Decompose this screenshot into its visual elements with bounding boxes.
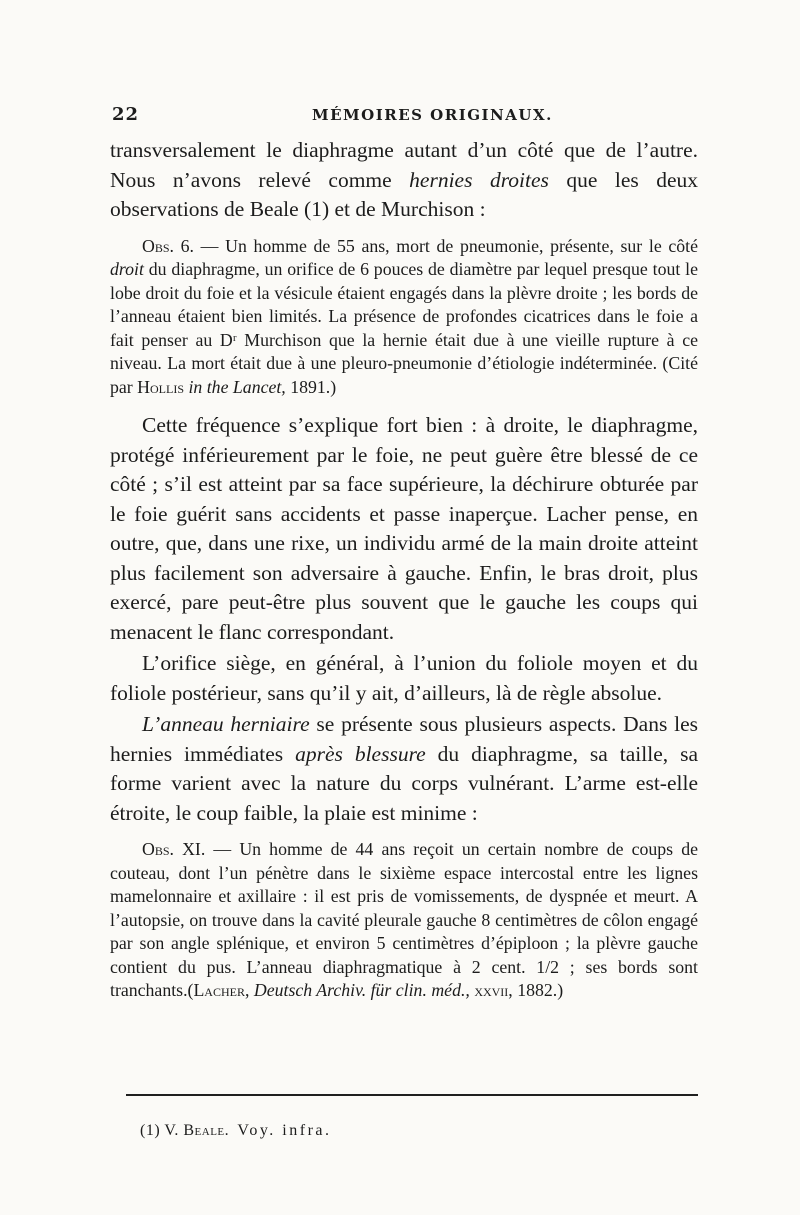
- text-run: que les deux observations de Beale (1) et de Murchison :: [110, 167, 699, 221]
- body-text: [110, 136, 698, 1003]
- paragraph-orifice: L’orifice siège, en général, à l’union du foliole moyen et du foliole postérieur, sans qu’il y ait, d’ailleurs, là de règle absolue.: [110, 651, 698, 705]
- footnote-text: . Voy. infra.: [224, 1122, 332, 1139]
- footnote-author: Beale: [183, 1122, 225, 1139]
- running-head: [112, 104, 692, 134]
- text-run: se présente sous plusieurs aspects. Dans les hernies immédiates: [110, 712, 698, 766]
- observation-11: [110, 838, 698, 1003]
- italic-run: in the Lancet,: [188, 376, 286, 397]
- header-title: MÉMOIRES ORIGINAUX.: [312, 106, 553, 124]
- paragraph-frequency: Cette fréquence s’explique fort bien : à droite, le diaphragme, protégé inférieurement par le foie, ne peut guère être blessé de ce côté ; s’il est atteint par sa face supérieure, la déchirure obturée par le foie guérit sans accidents et passe inaperçue. Lacher pense, en outre, que, dans une rixe, un individu armé de la main droite atteint plus facilement son adversaire à gauche. Enfin, le bras droit, plus exercé, pare peut-être plus souvent que le gauche les coups qui menacent le flanc correspondant.: [110, 413, 698, 644]
- italic-run: après blessure: [295, 741, 426, 766]
- italic-run: droit: [110, 259, 144, 279]
- observation-6: [110, 235, 698, 400]
- text-run: XI. — Un homme de 44 ans reçoit un certain nombre de coups de couteau, dont l’un pénètre dans le sixième espace intercostal entre les lignes mamelonnaire et axillaire : il est pris de vomissements, de dyspnée et meurt. A l’autopsie, on trouve dans la cavité pleurale gauche 8 centimètres de côlon engagé par son angle splénique, et environ 5 centimètres d’épiploon ; la plèvre gauche contient du pus. L’anneau diaphragmatique à 2 cent. 1/2 ; ses bords sont tranchants.(: [110, 839, 698, 1000]
- text-run: 1891.): [290, 376, 337, 397]
- text-run: du diaphragme, sa taille, sa forme varient avec la nature du corps vulnérant. L’arme est-elle étroite, le coup faible, la plaie est minime :: [110, 741, 698, 825]
- italic-run: hernies droites: [409, 167, 549, 192]
- text-run: 6. — Un homme de 55 ans, mort de pneumonie, présente, sur le côté: [180, 235, 698, 256]
- footnote-divider: [126, 1094, 698, 1096]
- text-run: du diaphragme, un orifice de 6 pouces de diamètre par lequel presque tout le lobe droit du foie et la vésicule étaient engagés dans la plèvre droite ; les bords de l’anneau étaient bien limités. La présence de profondes cicatrices dans le foie a fait penser au Dʳ Murchison que la hernie était due à une vieille rupture à ce niveau. La mort était due à une pleuro-pneumonie d’étiologie indéterminée. (Cité par: [110, 259, 698, 397]
- obs-label: Obs.: [142, 235, 174, 256]
- footnote-marker: (1) V.: [140, 1122, 179, 1139]
- citation-author: Hollis: [137, 376, 185, 397]
- paragraph-continuation: [110, 136, 698, 225]
- text-run: xxvii, 1882.): [474, 980, 564, 1000]
- italic-run: Deutsch Archiv. für clin. méd.,: [253, 980, 470, 1000]
- paragraph-anneau: [110, 710, 698, 828]
- text-run: transversalement le diaphragme autant d’un côté que de l’autre. Nous n’avons relevé comme: [110, 138, 698, 192]
- page-number: 22: [112, 104, 140, 125]
- citation-author: Lacher: [193, 980, 245, 1000]
- obs-label: Obs.: [142, 839, 174, 859]
- italic-run: L’anneau herniaire: [142, 712, 310, 736]
- text-run: ,: [244, 980, 250, 1000]
- footnote: [140, 1122, 680, 1140]
